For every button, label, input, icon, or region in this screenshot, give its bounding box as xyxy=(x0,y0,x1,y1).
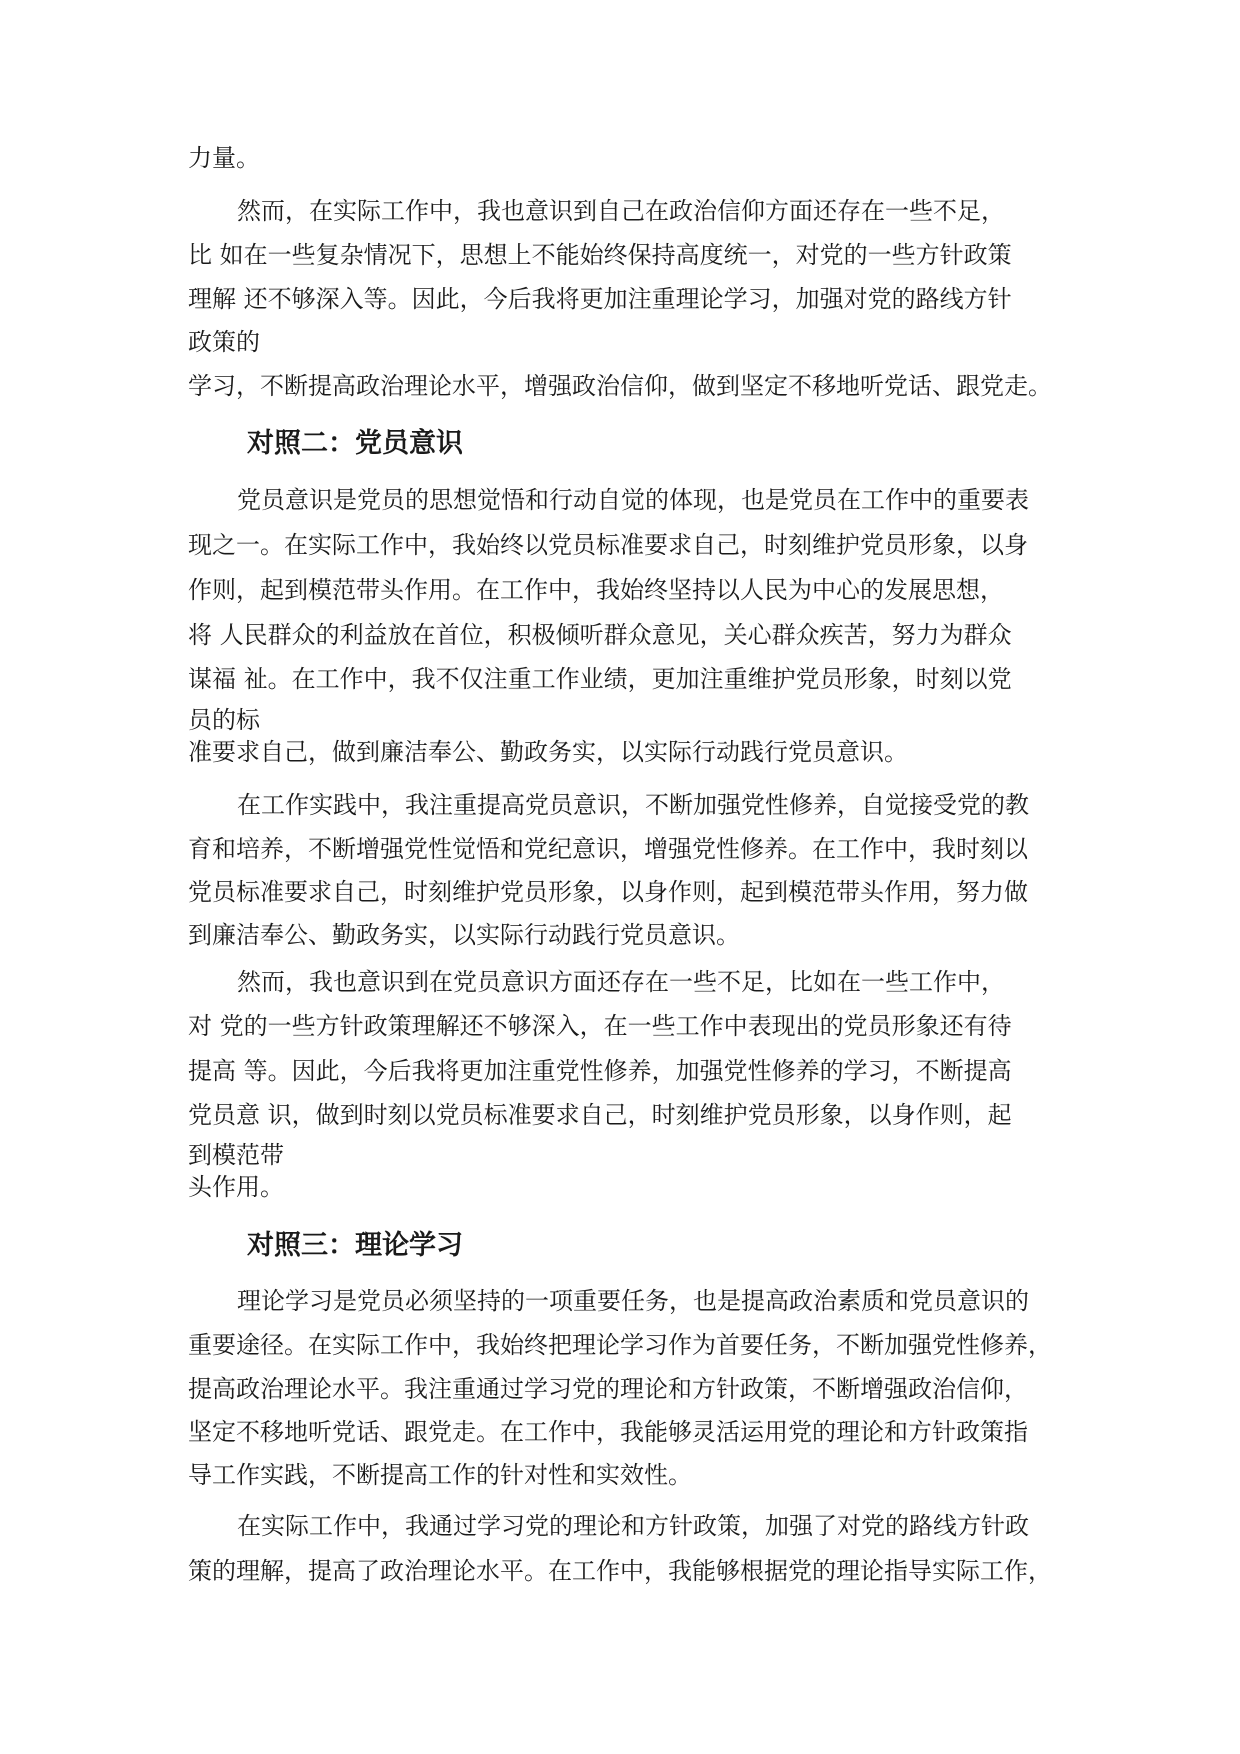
paragraph-line: 党员意识是党员的思想觉悟和行动自觉的体现，也是党员在工作中的重要表 xyxy=(237,486,1029,514)
paragraph-line: 党员意 识，做到时刻以党员标准要求自己，时刻维护党员形象，以身作则，起 xyxy=(188,1101,1012,1129)
paragraph-line: 准要求自己，做到廉洁奉公、勤政务实，以实际行动践行党员意识。 xyxy=(188,738,908,766)
paragraph-line: 学习，不断提高政治理论水平，增强政治信仰，做到坚定不移地听党话、跟党走。 xyxy=(188,372,1052,400)
paragraph-line: 在实际工作中，我通过学习党的理论和方针政策，加强了对党的路线方针政 xyxy=(237,1512,1029,1540)
paragraph-line: 然而，在实际工作中，我也意识到自己在政治信仰方面还存在一些不足， xyxy=(237,197,1005,225)
paragraph-line: 在工作实践中，我注重提高党员意识，不断加强党性修养，自觉接受党的教 xyxy=(237,791,1029,819)
paragraph-line: 头作用。 xyxy=(188,1173,284,1201)
paragraph-line: 理解 还不够深入等。因此，今后我将更加注重理论学习，加强对党的路线方针 xyxy=(188,285,1012,313)
paragraph-line: 提高政治理论水平。我注重通过学习党的理论和方针政策，不断增强政治信仰， xyxy=(188,1375,1028,1403)
paragraph-line: 坚定不移地听党话、跟党走。在工作中，我能够灵活运用党的理论和方针政策指 xyxy=(188,1418,1028,1446)
paragraph-line: 谋福 祉。在工作中，我不仅注重工作业绩，更加注重维护党员形象，时刻以党 xyxy=(188,665,1012,693)
paragraph-line: 对 党的一些方针政策理解还不够深入，在一些工作中表现出的党员形象还有待 xyxy=(188,1012,1012,1040)
paragraph-line: 到模范带 xyxy=(188,1141,284,1169)
section-heading: 对照三：理论学习 xyxy=(247,1230,463,1261)
paragraph-line: 党员标准要求自己，时刻维护党员形象，以身作则，起到模范带头作用，努力做 xyxy=(188,878,1028,906)
paragraph-line: 然而，我也意识到在党员意识方面还存在一些不足，比如在一些工作中， xyxy=(237,968,1005,996)
paragraph-line: 比 如在一些复杂情况下，思想上不能始终保持高度统一，对党的一些方针政策 xyxy=(188,241,1012,269)
paragraph-line: 理论学习是党员必须坚持的一项重要任务，也是提高政治素质和党员意识的 xyxy=(237,1287,1029,1315)
paragraph-line: 策的理解，提高了政治理论水平。在工作中，我能够根据党的理论指导实际工作， xyxy=(188,1557,1052,1585)
paragraph-line: 提高 等。因此，今后我将更加注重党性修养，加强党性修养的学习，不断提高 xyxy=(188,1057,1012,1085)
paragraph-line: 育和培养，不断增强党性觉悟和党纪意识，增强党性修养。在工作中，我时刻以 xyxy=(188,835,1028,863)
paragraph-line: 作则，起到模范带头作用。在工作中，我始终坚持以人民为中心的发展思想， xyxy=(188,576,1004,604)
section-heading: 对照二：党员意识 xyxy=(247,428,463,459)
paragraph-line: 将 人民群众的利益放在首位，积极倾听群众意见，关心群众疾苦，努力为群众 xyxy=(188,621,1012,649)
paragraph-line: 现之一。在实际工作中，我始终以党员标准要求自己，时刻维护党员形象，以身 xyxy=(188,531,1028,559)
paragraph-line: 导工作实践，不断提高工作的针对性和实效性。 xyxy=(188,1461,692,1489)
paragraph-line: 员的标 xyxy=(188,706,260,734)
paragraph-line: 到廉洁奉公、勤政务实，以实际行动践行党员意识。 xyxy=(188,921,740,949)
paragraph-line: 政策的 xyxy=(188,328,260,356)
paragraph-line: 力量。 xyxy=(188,144,260,172)
paragraph-line: 重要途径。在实际工作中，我始终把理论学习作为首要任务，不断加强党性修养， xyxy=(188,1331,1052,1359)
